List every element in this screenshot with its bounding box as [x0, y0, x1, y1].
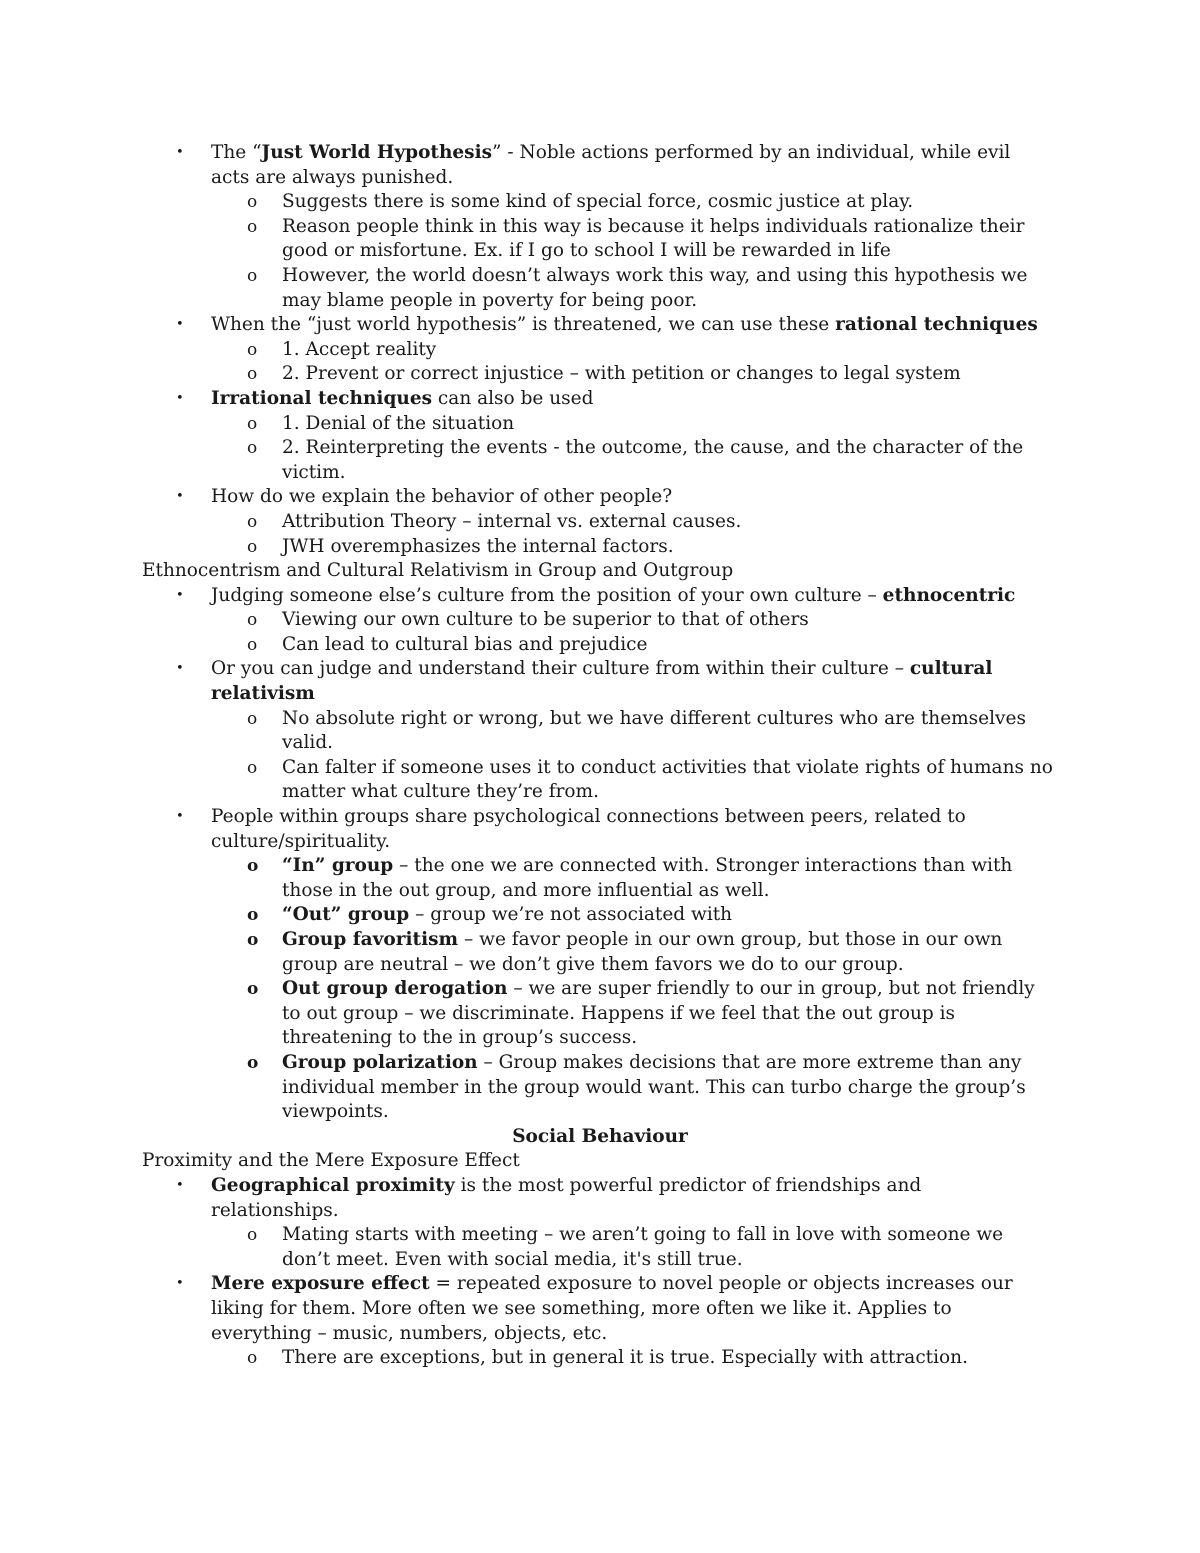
subheading — [0, 559, 1200, 584]
bullet-circle-icon: o — [247, 1052, 259, 1073]
bold-text: Group favoritism — [282, 929, 459, 950]
text: 2. Prevent or correct injustice – with petition or changes to legal system — [282, 363, 961, 385]
list-item-continuation — [0, 1026, 1200, 1051]
bullet-circle-icon: o — [247, 536, 258, 557]
bullet-circle-icon: o — [247, 1225, 258, 1246]
sub-list-item — [0, 338, 1200, 363]
text: How do we explain the behavior of other people? — [211, 486, 673, 508]
bullet-circle-icon: o — [247, 905, 259, 926]
sub-list-item — [0, 707, 1200, 732]
list-item — [0, 313, 1200, 338]
bullet-circle-icon: o — [247, 856, 259, 877]
text: individual member in the group would want. This can turbo charge the group’s — [282, 1076, 1026, 1098]
text: victim. — [282, 461, 346, 483]
bullet-circle-icon: o — [247, 438, 258, 459]
text: viewpoints. — [282, 1101, 389, 1123]
bold-text: “In” group — [282, 855, 394, 877]
sub-list-item — [0, 928, 1200, 953]
text: don’t meet. Even with social media, it's still true. — [282, 1248, 743, 1270]
text: Ethnocentrism and Cultural Relativism in Group and Outgroup — [142, 560, 734, 582]
bullet-circle-icon: o — [247, 192, 258, 213]
text: – we favor people in our own group, but those in our own — [458, 929, 1003, 950]
document-page — [0, 141, 1200, 1371]
list-item-continuation — [0, 1199, 1200, 1224]
bullet-circle-icon: o — [247, 216, 258, 237]
bullet-dot-icon: • — [176, 587, 184, 603]
text: When the “just world hypothesis” is threatened, we can use these — [211, 314, 836, 336]
text: relationships. — [211, 1199, 339, 1221]
list-item-continuation — [0, 682, 1200, 707]
sub-list-item — [0, 535, 1200, 560]
text: liking for them. More often we see something, more often we like it. Applies to — [211, 1297, 952, 1319]
list-item-continuation — [0, 1076, 1200, 1101]
text: JWH overemphasizes the internal factors. — [282, 535, 674, 557]
text: However, the world doesn’t always work this way, and using this hypothesis we — [282, 264, 1028, 286]
text: The “ — [211, 142, 262, 163]
text: Proximity and the Mere Exposure Effect — [142, 1150, 520, 1172]
bold-text: “Out” group — [282, 904, 410, 926]
bold-text: cultural — [909, 658, 993, 680]
text: to out group – we discriminate. Happens if we feel that the out group is — [282, 1002, 956, 1024]
list-item-continuation — [0, 780, 1200, 805]
list-item — [0, 584, 1200, 609]
text: Mating starts with meeting – we aren’t going to fall in love with someone we — [282, 1224, 1004, 1246]
sub-list-item — [0, 1346, 1200, 1371]
list-item-continuation — [0, 1002, 1200, 1027]
sub-list-item — [0, 215, 1200, 240]
text: – we are super friendly to our in group, but not friendly — [507, 978, 1035, 1000]
bullet-circle-icon: o — [247, 708, 258, 729]
text: 1. Denial of the situation — [282, 412, 515, 434]
text: everything – music, numbers, objects, etc. — [211, 1322, 608, 1344]
list-item-continuation — [0, 239, 1200, 264]
text: good or misfortune. Ex. if I go to school I will be rewarded in life — [282, 240, 891, 262]
sub-list-item — [0, 756, 1200, 781]
bullet-circle-icon: o — [247, 364, 258, 385]
text: People within groups share psychological connections between peers, related to — [211, 806, 966, 828]
text: – Group makes decisions that are more extreme than any — [477, 1051, 1022, 1073]
text: Viewing our own culture to be superior to that of others — [282, 609, 809, 631]
bullet-circle-icon: o — [247, 979, 259, 1000]
list-item — [0, 485, 1200, 510]
text: Or you can judge and understand their culture from within their culture – — [211, 658, 910, 680]
text: ” - Noble actions performed by an individual, while evil — [492, 142, 1011, 163]
bullet-circle-icon: o — [247, 413, 258, 434]
sub-list-item — [0, 977, 1200, 1002]
bullet-dot-icon: • — [176, 145, 184, 160]
sub-list-item — [0, 1051, 1200, 1076]
list-item — [0, 805, 1200, 830]
sub-list-item — [0, 1223, 1200, 1248]
list-item — [0, 1272, 1200, 1297]
text: Can lead to cultural bias and prejudice — [282, 633, 648, 655]
bullet-circle-icon: o — [247, 757, 258, 778]
bullet-dot-icon: • — [176, 661, 184, 677]
bullet-circle-icon: o — [247, 930, 259, 950]
bold-text: Just World Hypothesis — [261, 142, 493, 163]
bold-text: relativism — [211, 683, 315, 705]
bullet-dot-icon: • — [176, 489, 184, 505]
sub-list-item — [0, 633, 1200, 658]
sub-list-item — [0, 903, 1200, 928]
text: Suggests there is some kind of special force, cosmic justice at play. — [282, 191, 914, 213]
sub-list-item — [0, 264, 1200, 289]
sub-list-item — [0, 190, 1200, 215]
bullet-circle-icon: o — [247, 339, 258, 360]
sub-list-item — [0, 436, 1200, 461]
list-item-continuation — [0, 1297, 1200, 1322]
list-item-continuation — [0, 731, 1200, 756]
list-item-continuation — [0, 289, 1200, 314]
bold-text: Social Behaviour — [512, 1125, 688, 1147]
bullet-circle-icon: o — [247, 634, 258, 655]
text: may blame people in poverty for being poor. — [282, 289, 698, 311]
text: threatening to the in group’s success. — [282, 1027, 638, 1049]
text: Attribution Theory – internal vs. external causes. — [282, 510, 742, 532]
subheading — [0, 1149, 1200, 1174]
text: 2. Reinterpreting the events - the outcome, the cause, and the character of the — [282, 437, 1024, 459]
bullet-circle-icon: o — [247, 610, 258, 631]
list-item — [0, 141, 1200, 166]
list-item-continuation — [0, 953, 1200, 978]
sub-list-item — [0, 608, 1200, 633]
text: Can falter if someone uses it to conduct activities that violate rights of humans no — [282, 756, 1053, 778]
list-item-continuation — [0, 1100, 1200, 1125]
bold-text: Group polarization — [282, 1051, 478, 1073]
section-heading — [0, 1125, 1200, 1150]
list-item-continuation — [0, 1248, 1200, 1273]
bullet-dot-icon: • — [176, 809, 184, 825]
text: valid. — [282, 732, 334, 754]
text: – the one we are connected with. Stronger interactions than with — [393, 855, 1013, 877]
list-item-continuation — [0, 461, 1200, 486]
bullet-dot-icon: • — [176, 1276, 184, 1292]
text: group are neutral – we don’t give them favors we do to our group. — [282, 953, 904, 975]
text: can also be used — [432, 387, 594, 409]
text: There are exceptions, but in general it is true. Especially with attraction. — [282, 1347, 968, 1369]
list-item-continuation — [0, 879, 1200, 904]
list-item-continuation — [0, 1322, 1200, 1347]
text: No absolute right or wrong, but we have different cultures who are themselves — [282, 707, 1026, 729]
list-item — [0, 657, 1200, 682]
text: Judging someone else’s culture from the position of your own culture – — [211, 584, 883, 606]
text: matter what culture they’re from. — [282, 781, 599, 803]
bold-text: rational techniques — [835, 314, 1038, 336]
text: culture/spirituality. — [211, 830, 391, 852]
sub-list-item — [0, 362, 1200, 387]
bullet-circle-icon: o — [247, 511, 258, 532]
sub-list-item — [0, 412, 1200, 437]
text: those in the out group, and more influential as well. — [282, 879, 770, 901]
list-item-continuation — [0, 166, 1200, 191]
text: is the most powerful predictor of friendships and — [454, 1174, 922, 1196]
text: = repeated exposure to novel people or objects increases our — [429, 1273, 1013, 1295]
bold-text: Mere exposure effect — [211, 1273, 430, 1295]
bold-text: Out group derogation — [282, 978, 508, 1000]
bullet-circle-icon: o — [247, 1348, 258, 1369]
text: – group we’re not associated with — [409, 904, 733, 926]
sub-list-item — [0, 854, 1200, 879]
list-item — [0, 1174, 1200, 1199]
text: Reason people think in this way is because it helps individuals rationalize their — [282, 215, 1025, 237]
bullet-dot-icon: • — [176, 1177, 184, 1193]
bold-text: ethnocentric — [882, 584, 1016, 606]
list-item-continuation — [0, 830, 1200, 855]
list-item — [0, 387, 1200, 412]
sub-list-item — [0, 510, 1200, 535]
bullet-dot-icon: • — [176, 390, 184, 406]
bullet-circle-icon: o — [247, 265, 258, 286]
text: 1. Accept reality — [282, 338, 437, 360]
text: acts are always punished. — [211, 166, 454, 188]
bullet-dot-icon: • — [176, 317, 184, 333]
bold-text: Geographical proximity — [211, 1174, 455, 1196]
bold-text: Irrational techniques — [211, 387, 433, 409]
